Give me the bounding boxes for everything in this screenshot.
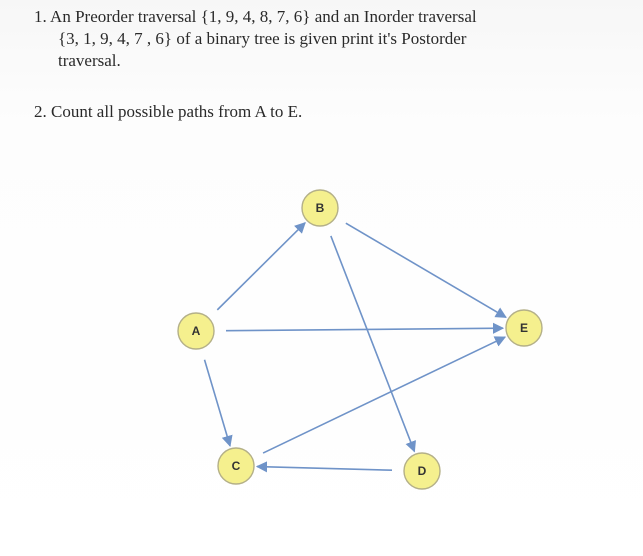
edge-a-to-c (205, 360, 231, 446)
edge-b-to-d (331, 236, 415, 451)
graph-nodes (178, 190, 542, 489)
node-a (178, 313, 214, 349)
node-label: E (519, 321, 529, 336)
question-2: 2. Count all possible paths from A to E. (34, 102, 303, 121)
edge-c-to-e (263, 337, 505, 453)
edge-b-to-e (346, 223, 506, 317)
node-label: B (315, 201, 325, 216)
edge-d-to-c (257, 467, 392, 471)
graph-edges (205, 223, 506, 470)
node-label: A (191, 324, 201, 339)
node-d (404, 453, 440, 489)
edge-a-to-b (217, 223, 305, 310)
question-1-line-1: 1. An Preorder traversal {1, 9, 4, 8, 7, 6} and an Inorder traversal (34, 7, 477, 26)
node-b (302, 190, 338, 226)
node-c (218, 448, 254, 484)
node-e (506, 310, 542, 346)
edge-a-to-e (226, 328, 503, 331)
question-1-line-2: {3, 1, 9, 4, 7 , 6} of a binary tree is given print it's Postorder (58, 29, 467, 48)
node-label: C (231, 459, 241, 474)
node-label: D (417, 464, 427, 479)
question-1-line-3: traversal. (58, 51, 121, 70)
